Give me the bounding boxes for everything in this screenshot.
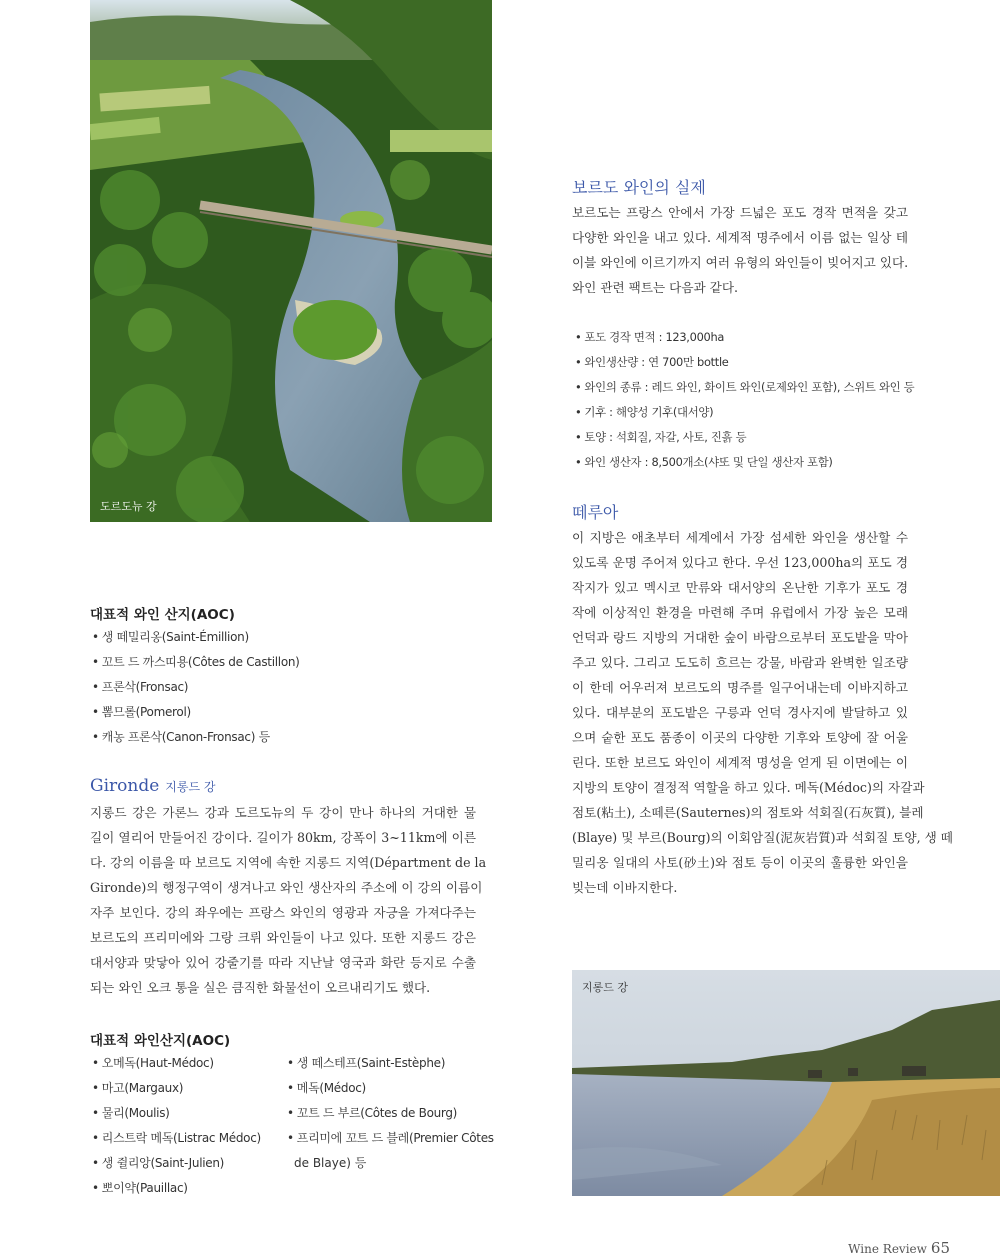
dordogne-river-photo: [90, 0, 492, 522]
list-item: • 와인의 종류 : 레드 와인, 화이트 와인(로제와인 포함), 스위트 와인 등: [575, 375, 915, 400]
list-item: • 포도 경작 면적 : 123,000ha: [575, 325, 915, 350]
body-line: 작지가 있고 멕시코 만류와 대서양의 온난한 기후가 포도 경: [572, 580, 908, 595]
list-item: • 생 떼스테프(Saint-Estèphe): [287, 1051, 494, 1076]
body-line: 길이 열리어 만들어진 강이다. 길이가 80km, 강폭이 3~11km에 이른: [90, 830, 476, 845]
list-item: • 오메독(Haut-Médoc): [92, 1051, 261, 1076]
body-line: 자주 보인다. 강의 좌우에는 프랑스 와인의 영광과 자긍을 가져다주는: [90, 905, 476, 920]
list-item: • 메독(Médoc): [287, 1076, 494, 1101]
page-number: 65: [930, 1239, 950, 1257]
gironde-river-photo: [572, 970, 1000, 1196]
body-line: 대서양과 맞닿아 있어 강줄기를 따라 지난날 영국과 화란 등지로 수출: [90, 955, 476, 970]
list-item: • 생 쥘리앙(Saint-Julien): [92, 1151, 261, 1176]
dordogne-river-illustration: [90, 0, 492, 522]
body-line: 언덕과 랑드 지방의 거대한 숲이 바람으로부터 포도밭을 막아: [572, 630, 908, 645]
body-line: 점토(粘土), 소떼른(Sauternes)의 점토와 석회질(石灰質), 블레: [572, 805, 924, 820]
gironde-river-illustration: [572, 970, 1000, 1196]
aoc-heading: 대표적 와인 산지(AOC): [90, 607, 235, 623]
list-item: • 토양 : 석회질, 자갈, 사토, 진흙 등: [575, 425, 915, 450]
body-line: 있도록 운명 주어져 있다고 한다. 우선 123,000ha의 포도 경: [572, 555, 908, 570]
section-body-bordeaux-reality: [572, 200, 908, 300]
list-item: • 물리(Moulis): [92, 1101, 261, 1126]
list-item: • 기후 : 해양성 기후(대서양): [575, 400, 915, 425]
body-line: 린다. 또한 보르도 와인이 세계적 명성을 얻게 된 이면에는 이: [572, 755, 908, 770]
list-item: • 프리미에 꼬트 드 블레(Premier Côtes: [287, 1126, 494, 1151]
list-item: • 마고(Margaux): [92, 1076, 261, 1101]
aoc-heading: 대표적 와인산지(AOC): [90, 1033, 231, 1049]
body-line: 지방의 토양이 결정적 역할을 하고 있다. 메독(Médoc)의 자갈과: [572, 780, 925, 795]
body-line: 이 지방은 애초부터 세계에서 가장 섬세한 와인을 생산할 수: [572, 530, 908, 545]
section-body-gironde: [90, 800, 487, 1000]
body-line: 되는 와인 오크 통을 실은 큼직한 화물선이 오르내리기도 했다.: [90, 980, 431, 995]
aoc-list-col1: [92, 1051, 261, 1201]
section-title-gironde: [90, 776, 215, 796]
wine-facts-list: [575, 325, 915, 475]
body-line: 와인 관련 팩트는 다음과 같다.: [572, 280, 739, 295]
body-line: 밀리옹 일대의 사토(砂土)와 점토 등이 이곳의 훌륭한 와인을: [572, 855, 908, 870]
list-item: • 와인 생산자 : 8,500개소(샤또 및 단일 생산자 포함): [575, 450, 915, 475]
page-footer: [848, 1239, 950, 1257]
body-line: 보르도는 프랑스 안에서 가장 드넓은 포도 경작 면적을 갖고: [572, 205, 908, 220]
body-line: Gironde)의 행정구역이 생겨나고 와인 생산자의 주소에 이 강의 이름이: [90, 880, 483, 895]
section-body-terroir: [572, 525, 953, 900]
list-item: • 뽐므롤(Pomerol): [92, 700, 300, 725]
list-item: • 생 떼밀리옹(Saint-Émillion): [92, 625, 300, 650]
list-item: • 와인생산량 : 연 700만 bottle: [575, 350, 915, 375]
body-line: 작에 이상적인 환경을 마련해 주며 유럽에서 가장 높은 모래: [572, 605, 908, 620]
body-line: 으며 숱한 포도 품종이 이곳의 다양한 기후와 토양에 잘 어울: [572, 730, 908, 745]
body-line: 있다. 대부분의 포도밭은 구릉과 언덕 경사지에 발달하고 있: [572, 705, 908, 720]
body-line: 주고 있다. 그리고 도도히 흐르는 강물, 바람과 완벽한 일조량: [572, 655, 908, 670]
body-line: 지롱드 강은 가론느 강과 도르도뉴의 두 강이 만나 하나의 거대한 물: [90, 805, 476, 820]
list-item: • 꼬트 드 부르(Côtes de Bourg): [287, 1101, 494, 1126]
aoc-list-continuation: de Blaye) 등: [294, 1156, 367, 1170]
body-line: 이 한데 어우러져 보르도의 명주를 일구어내는데 이바지하고: [572, 680, 908, 695]
body-line: 다양한 와인을 내고 있다. 세계적 명주에서 이름 없는 일상 테: [572, 230, 908, 245]
body-line: 이블 와인에 이르기까지 여러 유형의 와인들이 빚어지고 있다.: [572, 255, 909, 270]
aoc-list-col2: [287, 1051, 494, 1151]
body-line: 다. 강의 이름을 따 보르도 지역에 속한 지롱드 지역(Départment de la: [90, 855, 487, 870]
gironde-subtitle: 지롱드 강: [165, 780, 216, 794]
list-item: • 프론삭(Fronsac): [92, 675, 300, 700]
body-line: (Blaye) 및 부르(Bourg)의 이회암질(泥灰岩質)과 석회질 토양, 생 떼: [572, 830, 953, 845]
body-line: 보르도의 프리미에와 그랑 크뤼 와인들이 나고 있다. 또한 지롱드 강은: [90, 930, 476, 945]
magazine-name: Wine Review: [848, 1242, 927, 1256]
list-item: • 꼬트 드 까스띠용(Côtes de Castillon): [92, 650, 300, 675]
body-line: 빚는데 이바지한다.: [572, 880, 678, 895]
list-item: • 캐농 프론삭(Canon-Fronsac) 등: [92, 725, 300, 750]
photo-caption: 도르도뉴 강: [100, 500, 157, 513]
photo-caption: 지롱드 강: [582, 981, 629, 994]
gironde-title: Gironde: [90, 776, 160, 796]
list-item: • 리스트락 메독(Listrac Médoc): [92, 1126, 261, 1151]
list-item: • 뽀이약(Pauillac): [92, 1176, 261, 1201]
section-title-terroir: 떼루아: [572, 503, 619, 522]
section-title-bordeaux-reality: 보르도 와인의 실제: [572, 178, 706, 197]
aoc-list: [92, 625, 300, 750]
